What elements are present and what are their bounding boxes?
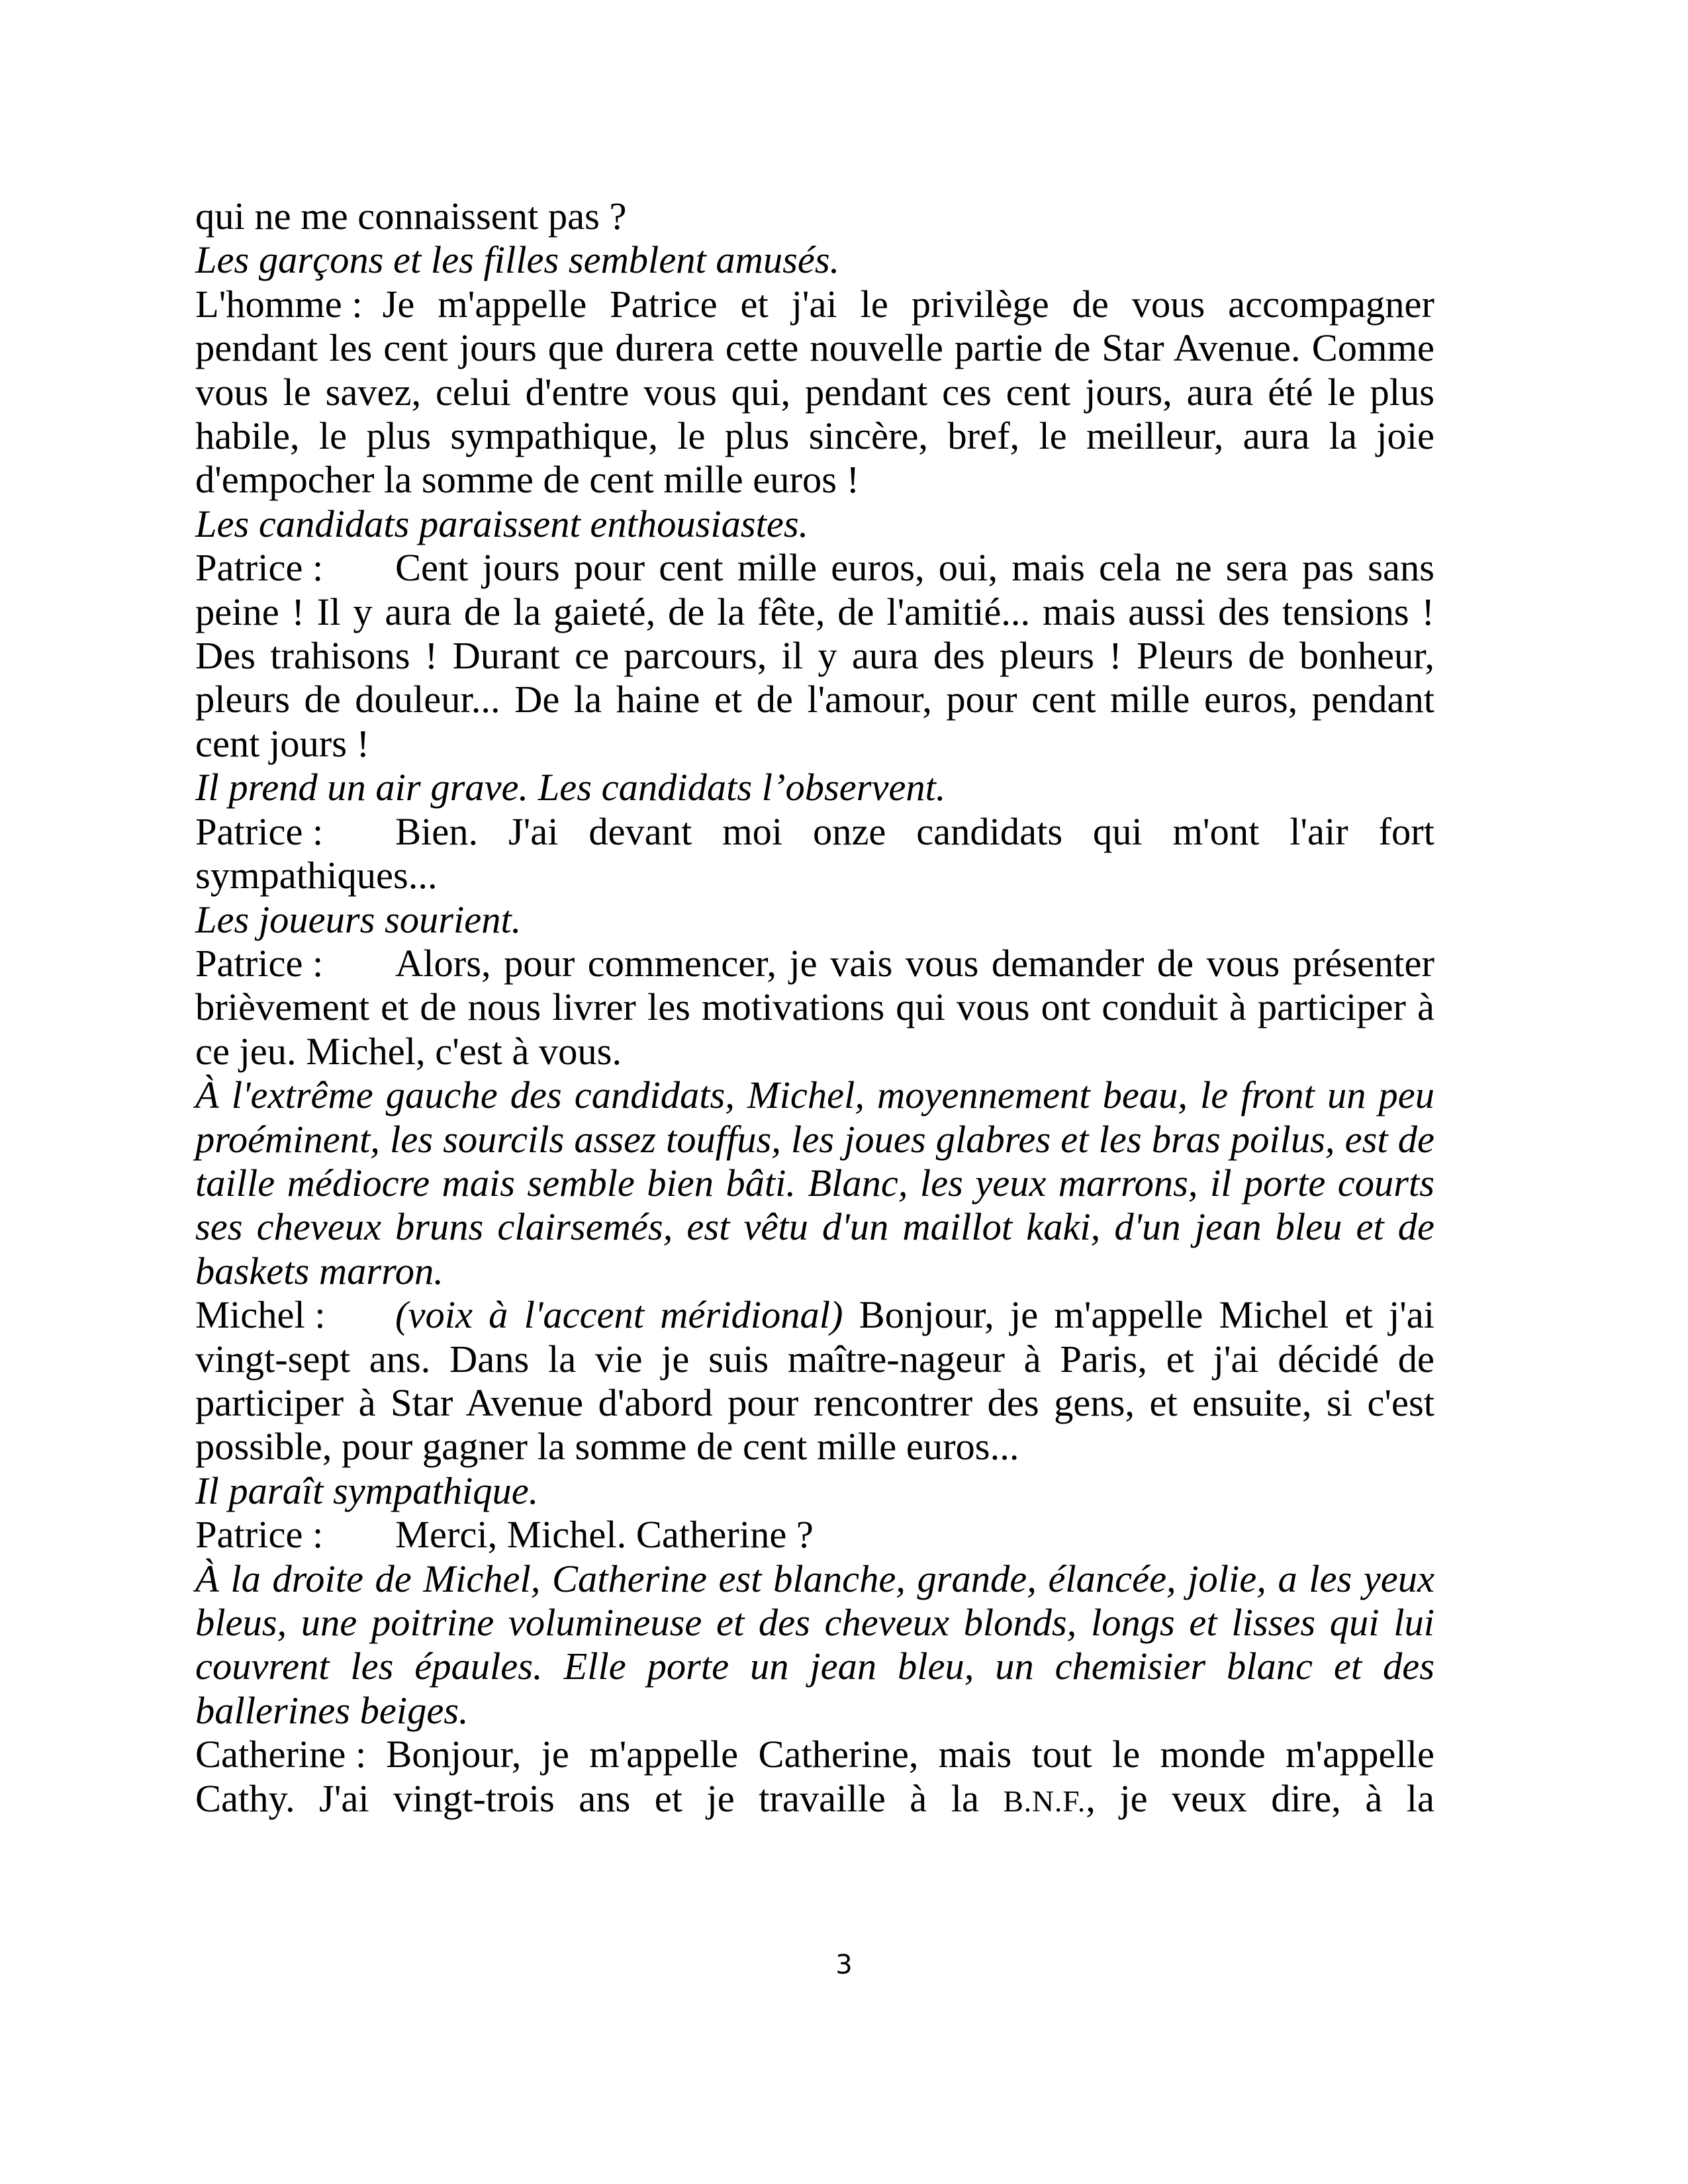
speaker-label: Catherine : <box>195 1733 367 1776</box>
speaker-label: L'homme : <box>195 282 363 326</box>
dialogue-text: Bonjour, je m'appelle Catherine, mais tout le monde m'appelle Cathy. J'ai vingt-trois ans et je travaille à la <box>195 1733 1434 1820</box>
speaker-label: Michel : <box>195 1293 326 1337</box>
dialogue-text: Alors, pour commencer, je vais vous demander de vous présenter brièvement et de nous livrer les motivations qui vous ont conduit à participer à ce jeu. Michel, c'est à vous. <box>195 941 1434 1073</box>
dialogue-line <box>195 1733 1434 1823</box>
speaker-label: Patrice : <box>195 546 324 590</box>
stage-direction: Les joueurs sourient. <box>195 897 522 941</box>
dialogue-line <box>195 546 1434 766</box>
stage-direction: Il prend un air grave. Les candidats l’observent. <box>195 766 946 809</box>
abbreviation: B.N.F. <box>1003 1784 1086 1818</box>
dialogue-line <box>195 1513 1434 1557</box>
stage-direction: Les garçons et les filles semblent amusés. <box>195 238 840 282</box>
document-body <box>195 195 1434 1823</box>
stage-direction: Il paraît sympathique. <box>195 1469 539 1512</box>
dialogue-line <box>195 810 1434 898</box>
stage-direction: À la droite de Michel, Catherine est blanche, grande, élancée, jolie, a les yeux bleus, une poitrine volumineuse et des cheveux blonds, longs et lisses qui lui couvrent les épaules. Elle porte un jean bleu, un chemisier blanc et des ballerines beiges. <box>195 1557 1434 1732</box>
stage-direction: Les candidats paraissent enthousiastes. <box>195 502 809 545</box>
dialogue-text: Je m'appelle Patrice et j'ai le privilège de vous accompagner pendant les cent jours que durera cette nouvelle partie de Star Avenue. Comme vous le savez, celui d'entre vous qui, pendant ces cent jours, aura été le plus habile, le plus sympathique, le plus sincère, bref, le meilleur, aura la joie d'empocher la somme de cent mille euros ! <box>195 282 1434 502</box>
dialogue-text: Merci, Michel. Catherine ? <box>395 1513 814 1557</box>
dialogue-text: Bien. J'ai devant moi onze candidats qui m'ont l'air fort sympathiques... <box>195 809 1434 897</box>
dialogue-text-continued: , je veux dire, à la <box>1086 1776 1434 1820</box>
dialogue-line <box>195 942 1434 1073</box>
text-line: qui ne me connaissent pas ? <box>195 195 627 238</box>
stage-direction: À l'extrême gauche des candidats, Michel, moyennement beau, le front un peu proéminent, les sourcils assez touffus, les joues glabres et les bras poilus, est de taille médiocre mais semble bien bâti. Blanc, les yeux marrons, il porte courts ses cheveux bruns clairsemés, est vêtu d'un maillot kaki, d'un jean bleu et de baskets marron. <box>195 1073 1434 1293</box>
speaker-label: Patrice : <box>195 809 324 853</box>
dialogue-line <box>195 1293 1434 1469</box>
dialogue-aside: (voix à l'accent méridional) <box>395 1293 843 1337</box>
speaker-label: Patrice : <box>195 941 324 985</box>
dialogue-text: Cent jours pour cent mille euros, oui, mais cela ne sera pas sans peine ! Il y aura de la gaieté, de la fête, de l'amitié... mais aussi des tensions ! Des trahisons ! Durant ce parcours, il y aura des pleurs ! Pleurs de bonheur, pleurs de douleur... De la haine et de l'amour, pour cent mille euros, pendant cent jours ! <box>195 546 1434 765</box>
dialogue-text: Bonjour, je m'appelle Michel et j'ai vingt-sept ans. Dans la vie je suis maître-nageur à Paris, et j'ai décidé de participer à Star Avenue d'abord pour rencontrer des gens, et ensuite, si c'est possible, pour gagner la somme de cent mille euros... <box>195 1293 1434 1469</box>
dialogue-line <box>195 283 1434 502</box>
page-number: 3 <box>835 1950 853 1980</box>
speaker-label: Patrice : <box>195 1513 324 1557</box>
